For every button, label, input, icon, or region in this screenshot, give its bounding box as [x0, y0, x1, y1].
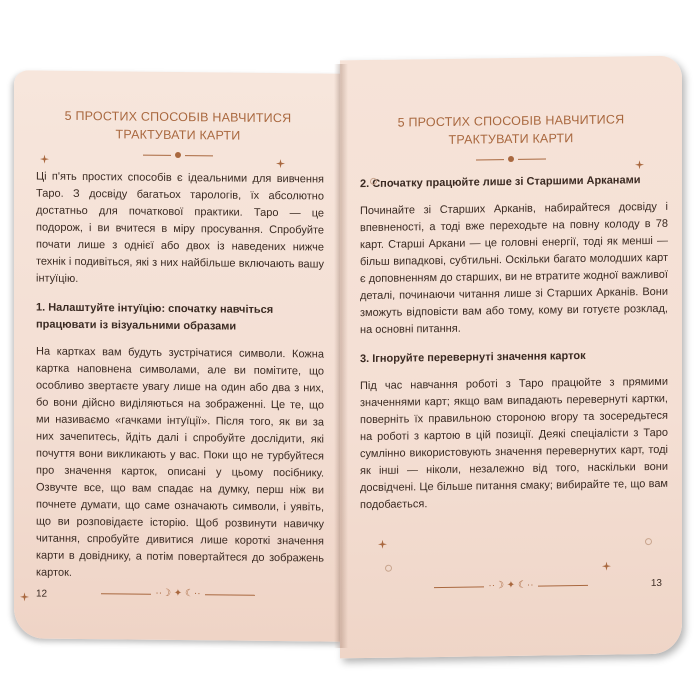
page-number: 13 [650, 577, 662, 590]
circle-icon [370, 178, 377, 185]
star-icon [40, 155, 49, 164]
footer-ornament [340, 578, 682, 595]
star-icon [635, 160, 644, 169]
star-icon [276, 159, 285, 168]
section-paragraph: Починайте зі Старших Арканів, набирайтеся досвіду і впевненості, а тоді вже переходьте на повну колоду в 78 карт. Старші Аркани — це головні енергії, тоді як менші — більш випадкові, субтильні. Оскільки багато молодших карт є доповненням до старших, ви не втратите жодної важливої деталі, починаючи читання лише зі Старших Арканів. Вони зможуть відповісти вам або тому, кому ви готуєте розклад, на основні питання. [360, 200, 668, 337]
page-title: 5 ПРОСТИХ СПОСОБІВ НАВЧИТИСЯ ТРАКТУВАТИ КАРТИ [397, 112, 625, 147]
star-icon [378, 540, 387, 549]
section-heading: 3. Ігноруйте перевернуті значення карток [360, 349, 586, 366]
section-paragraph: Під час навчання роботі з Таро працюйте з прямими значеннями карт; якщо вам випадають перевернуті картки, поверніть їх правильною стороною вгору та зосередьтеся на роботі з картою в цій позиції. Деякі спеціалісти з Таро сумлінно використовують значення перевернутих карт, тоді як інші — ніколи, незалежно від того, наскільки вони досвідчені. Це більше питання смаку; вибирайте те, що вам подобається. [360, 375, 668, 512]
page-title: 5 ПРОСТИХ СПОСОБІВ НАВЧИТИСЯ ТРАКТУВАТИ КАРТИ [64, 108, 292, 143]
circle-icon [385, 565, 392, 572]
intro-paragraph: Ці п'ять простих способів є ідеальними для вивчення Таро. З досвіду багатьох тарологів, їх абсолютно достатньо для початкової практики. Таро — це подорож, і ви вчитеся в міру просування. Спробуйте почати лише з однієї або двох із наведених нижче технік і подивіться, які з них найбільше включають вашу інтуїцію. [36, 170, 324, 285]
right-page [340, 56, 682, 659]
footer-ornament [14, 586, 342, 601]
page-number: 12 [36, 588, 48, 600]
moon-star-ornament-icon: ··☽ ✦ ☾·· [155, 587, 201, 600]
section-heading: 2. Спочатку працюйте лише зі Старшими Арканами [360, 174, 641, 191]
title-divider [14, 150, 342, 159]
circle-icon [645, 538, 652, 545]
moon-star-ornament-icon: ··☽ ✦ ☾·· [488, 579, 534, 592]
title-divider [340, 154, 682, 165]
section-heading: 1. Налаштуйте інтуїцію: спочатку навчіться працювати із візуальними образами [36, 301, 274, 333]
section-paragraph: На картках вам будуть зустрічатися символи. Кожна картка наповнена символами, але ви помітите, що особливо звертаєте увагу лише на один або два з них, бо вони дійсно виділяються на зображенні. Це те, що ми називаємо «гачками інтуїції». Після того, як ви за них зачепитесь, йдіть далі і спробуйте дослідити, які почуття вони викликають у вас. Поки що не турбуйтеся про значення карток, описані у цьому посібнику. Озвучте все, що вам спадає на думку, перш ніж ви почнете думати, що саме означають символи, і уявіть, що ви розповідаєте історію. Щоб розвинути навичку читання, спробуйте дивитися лише короткі значення карти в довіднику, а потім повертайтеся до зображень карток. [36, 345, 324, 579]
left-page [14, 70, 342, 641]
book-spine [334, 64, 348, 648]
star-icon [602, 562, 611, 571]
